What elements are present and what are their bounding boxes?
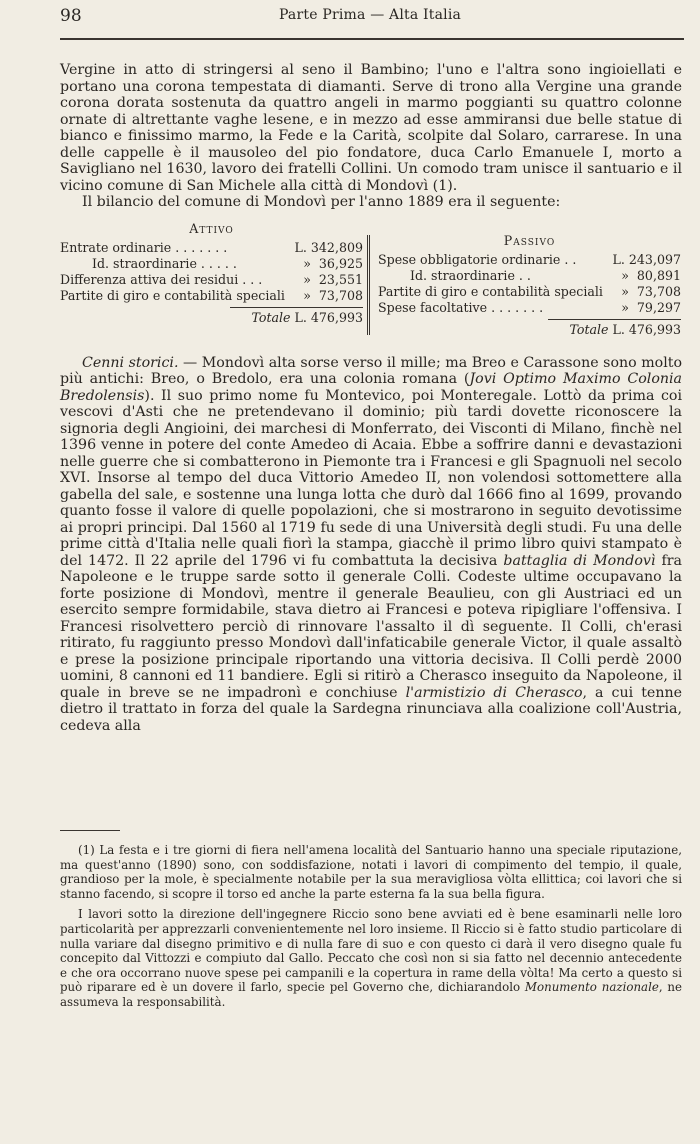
intro-paragraph: Vergine in atto di stringersi al seno il Bambino; l'uno e l'altra sono ingioiellati e portano una corona tempestata di diamanti. Serve di trono alla Vergine una grande corona dorata sostenuta da quattro angeli in marmo poggianti su quattro colonne ornate di altrettante vaghe lesene, e in mezzo ad esse ammiransi due belle statue di bianco e finissimo marmo, la Fede e la Carità, scolpite dal Solaro, carrarese. In una delle cappelle è il mausoleo del pio fondatore, duca Carlo Emanuele I, morto a Savigliano nel 1630, lavoro dei fratelli Collini. Un comodo tram unisce il santuario e il vicino comune di San Michele alla città di Mondovì (1). <box>60 62 682 194</box>
budget-tables <box>60 221 682 343</box>
footnote-1-continued: I lavori sotto la direzione dell'ingegnere Riccio sono bene avviati ed è bene esaminarli nelle loro particolarità per apprezzarli convenientemente nel loro insieme. Il Riccio si è fatto studio particolare di nulla variare dal disegno primitivo e di nulla fare di suo e con questo ci darà il vero disegno quale fu concepito dal Vittozzi e compiuto dal Gallo. Peccato che così non si sia fatto nel decennio antecedente e che ora occorrano nuove spese pei campanili e la copertura in rame della vòlta! Ma certo a questo si può riparare ed è un dovere il farlo, specie pel Governo che, dichiarandolo Monumento nazionale, ne assumeva la responsabilità. <box>60 907 682 1009</box>
section-heading: Cenni storici. <box>82 354 179 371</box>
attivo-total-rule <box>230 307 363 308</box>
passivo-row: Id. straordinarie . . » 80,891 <box>410 268 681 284</box>
attivo-title: Attivo <box>189 220 234 236</box>
main-text <box>60 62 682 734</box>
attivo-total: Totale L. 476,993 <box>251 310 363 326</box>
footnote-1: (1) La festa e i tre giorni di fiera nell'amena località del Santuario hanno una speciale riputazione, ma quest'anno (1890) sono, con soddisfazione, notati i lavori di compimento del tempio, il quale, grandioso per la mole, è specialmente notabile per la sua meravigliosa vòlta ellittica; coi lavori che si stanno facendo, si scopre il torso ed anche la parte esterna fa la sua bella figura. <box>60 843 682 901</box>
attivo-row: Entrate ordinarie . . . . . . . L. 342,809 <box>60 240 363 256</box>
header-rule <box>60 38 684 40</box>
passivo-total: Totale L. 476,993 <box>569 322 681 338</box>
budget-intro: Il bilancio del comune di Mondovì per l'anno 1889 era il seguente: <box>82 194 561 210</box>
page-number: 98 <box>60 6 82 26</box>
page-header <box>60 6 680 28</box>
passivo-total-rule <box>548 319 681 320</box>
footnote-rule <box>60 830 120 831</box>
table-divider <box>367 235 370 335</box>
passivo-row: Spese obbligatorie ordinarie . . L. 243,097 <box>378 252 681 268</box>
passivo-row: Spese facoltative . . . . . . . » 79,297 <box>378 299 681 315</box>
passivo-table <box>378 233 681 339</box>
attivo-table <box>60 221 363 327</box>
passivo-title: Passivo <box>503 232 556 248</box>
running-title: Parte Prima — Alta Italia <box>278 7 462 23</box>
historical-notes: Cenni storici. — Mondovì alta sorse verso il mille; ma Breo e Carassone sono molto più antichi: Breo, o Bredolo, era una colonia romana (Jovi Optimo Maximo Colonia Bredolensis). Il suo primo nome fu Montevico, poi Monteregale. Lottò da prima coi vescovi d'Asti che ne pretendevano il dominio; più tardi dovette riconoscere la signoria degli Angioini, dei marchesi di Monferrato, dei Visconti di Milano, finchè nel 1396 venne in potere del conte Amedeo di Acaia. Ebbe a soffrire danni e devastazioni nelle guerre che si combatterono in Piemonte tra i Francesi e gli Spagnuoli nel secolo XVI. Insorse al tempo del duca Vittorio Amedeo II, non volendosi sottomettere alla gabella del sale, e sostenne una lunga lotta che durò dal 1666 fino al 1699, provando quanto fosse il valore di quelle popolazioni, che si mostrarono in seguito devotissime ai propri principi. Dal 1560 al 1719 fu sede di una Università degli studi. Fu una delle prime città d'Italia nelle quali fiorì la stampa, giacchè il primo libro quivi stampato è del 1472. Il 22 aprile del 1796 vi fu combattuta la decisiva battaglia di Mondovì fra Napoleone e le truppe sarde sotto il generale Colli. Codeste ultime occupavano la forte posizione di Mondovì, mentre il generale Beaulieu, con gli Austriaci ed un esercito sempre formidabile, stava dietro ai Francesi e poteva ripigliare l'offensiva. I Francesi risolvettero perciò di rinnovare l'assalto il dì seguente. Il Colli, ch'erasi ritirato, fu raggiunto presso Mondovì dall'infaticabile generale Victor, il quale assaltò e prese la posizione principale riportando una vittoria decisiva. Il Colli perdè 2000 uomini, 8 cannoni ed 11 bandiere. Egli si ritirò a Cherasco inseguito da Napoleone, il quale in breve se ne impadronì e conchiuse l'armistizio di Cherasco, a cui tenne dietro il trattato in forza del quale la Sardegna rinunciava alla coalizione coll'Austria, cedeva alla <box>60 354 682 734</box>
footnotes <box>60 830 682 1016</box>
passivo-row: Partite di giro e contabilità speciali » 73,708 <box>378 283 681 299</box>
attivo-row: Id. straordinarie . . . . . » 36,925 <box>92 256 363 272</box>
attivo-row: Differenza attiva dei residui . . . » 23,551 <box>60 271 363 287</box>
attivo-row: Partite di giro e contabilità speciali » 73,708 <box>60 287 363 303</box>
